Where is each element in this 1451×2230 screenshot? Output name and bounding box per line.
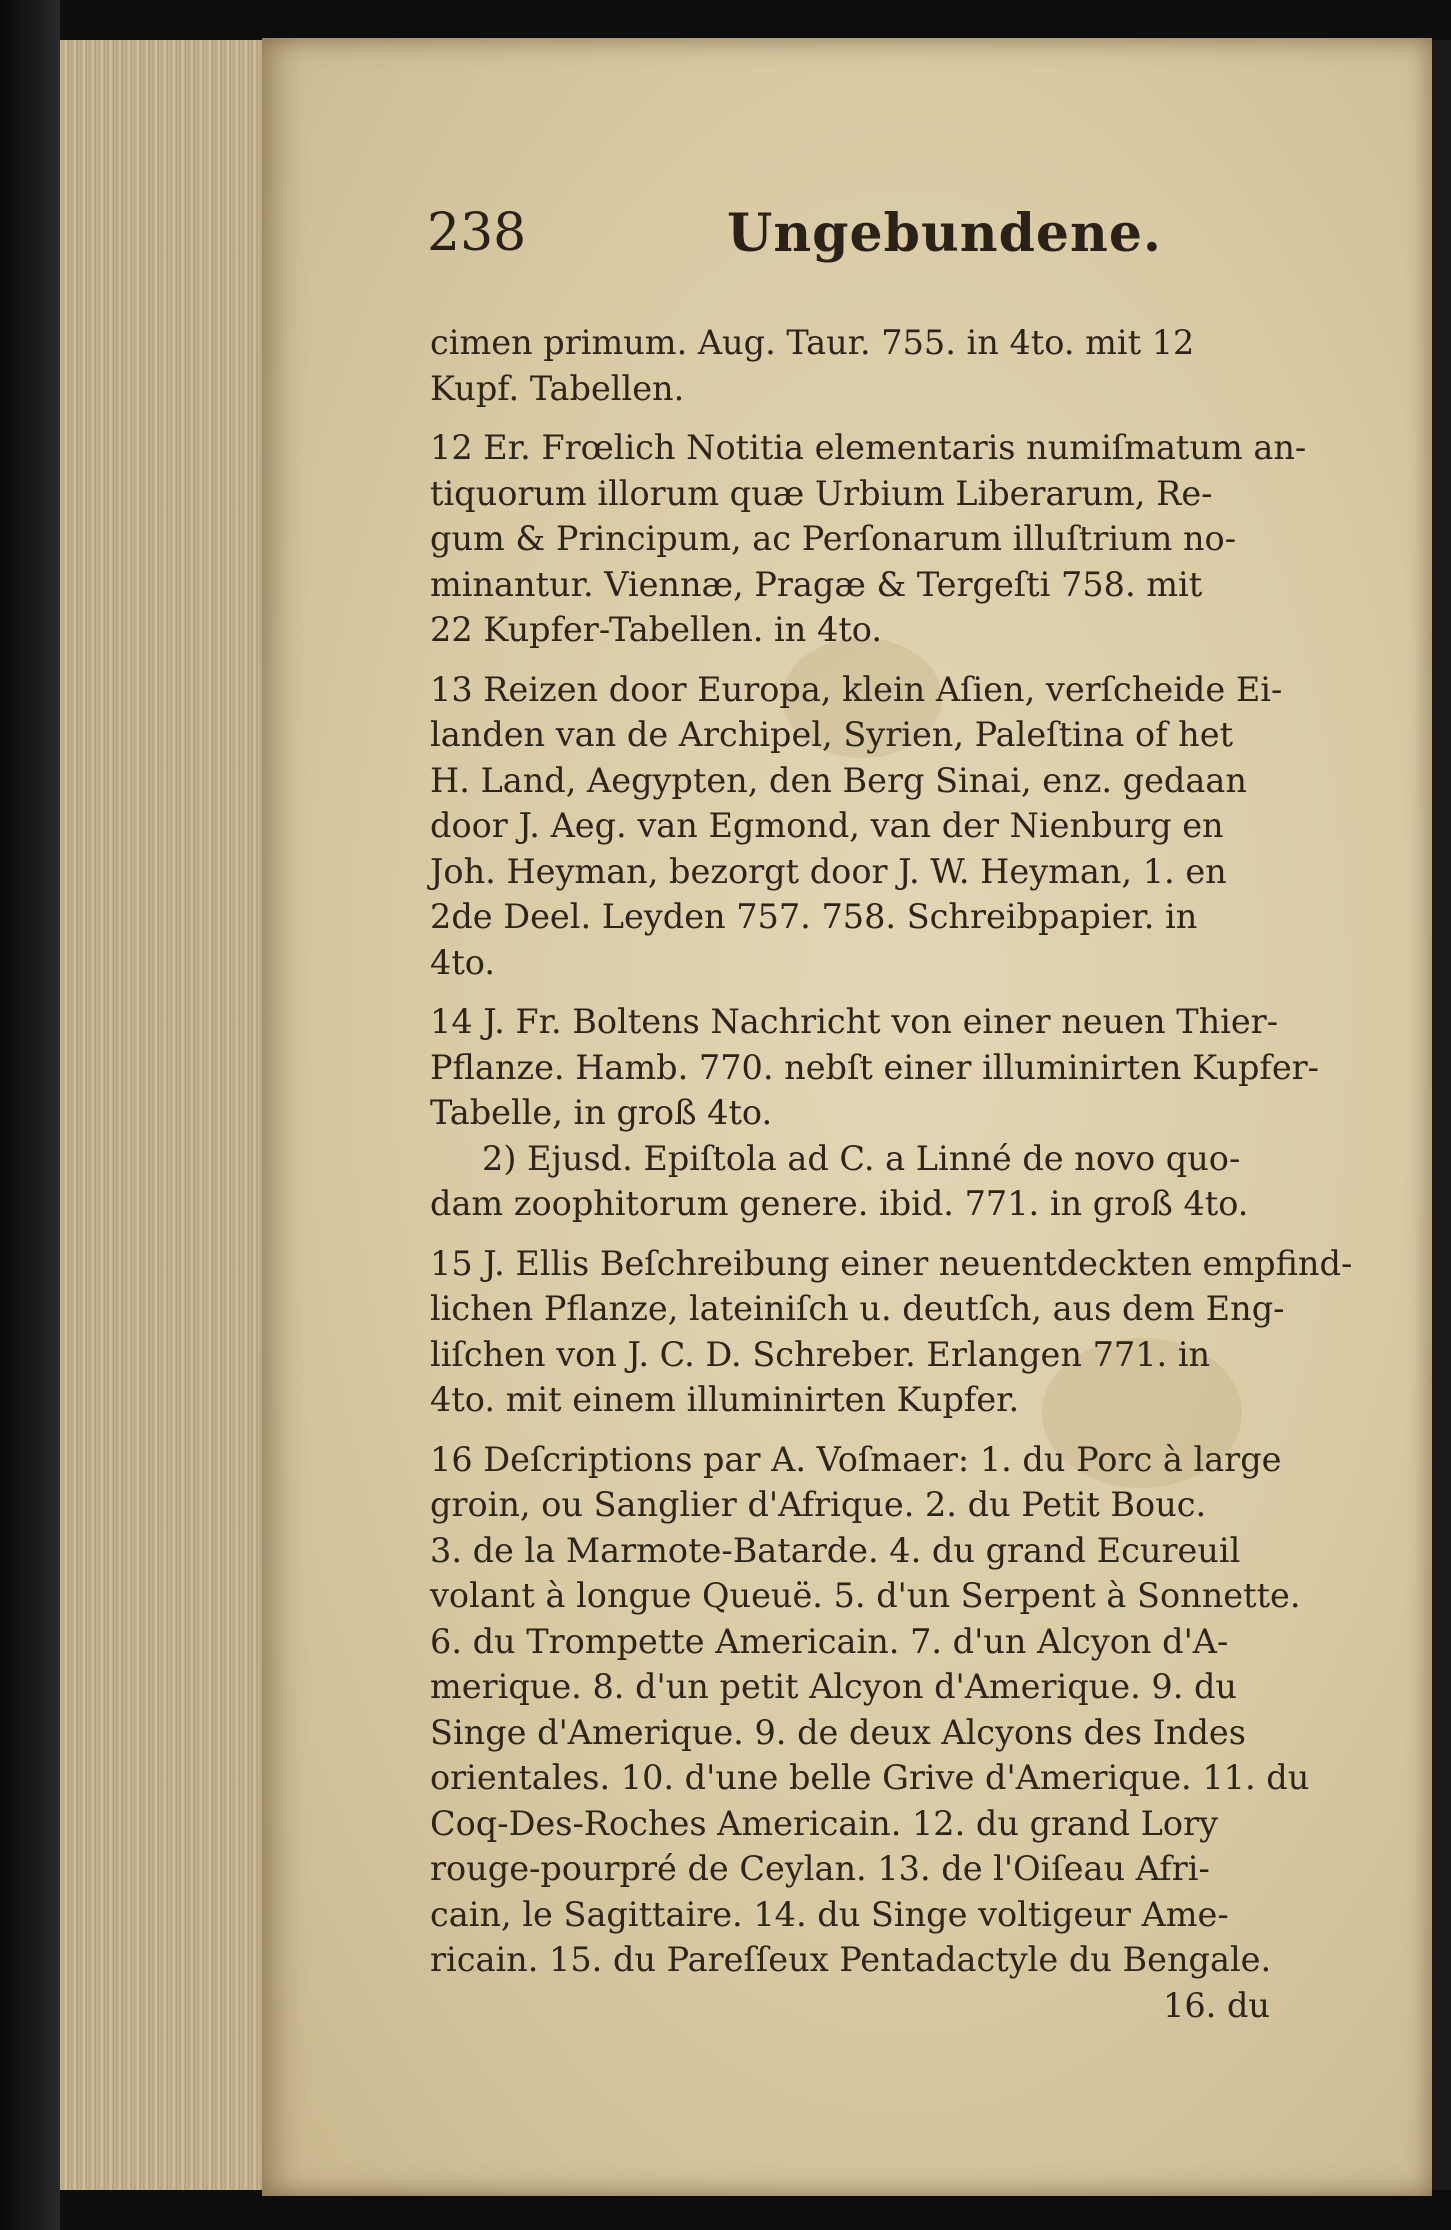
catchword: 16. du — [1163, 1985, 1270, 2025]
entry-14-line: 14 J. Fr. Boltens Nachricht von einer neuen Thier- — [430, 1002, 1279, 1041]
entry-13-line: 13 Reizen door Europa, klein Aſien, verſcheide Ei- — [430, 669, 1283, 709]
text-line: merique. 8. d'un petit Alcyon d'Amerique. 9. du — [430, 1667, 1238, 1706]
sub-entry-line: 2) Ejusd. Epiſtola ad C. a Linné de novo quo- — [482, 1138, 1241, 1178]
text-line: 22 Kupfer-Tabellen. in 4to. — [430, 610, 883, 649]
entry-12-line: 12 Er. Frœlich Notitia elementaris numiſmatum an- — [430, 428, 1307, 467]
book-binding-edge — [0, 0, 60, 2230]
entry-16-line: 16 Deſcriptions par A. Voſmaer: 1. du Porc à large — [430, 1439, 1282, 1479]
text-line: gum & Principum, ac Perſonarum illuſtrium no- — [430, 519, 1237, 558]
text-line: door J. Aeg. van Egmond, van der Nienburg en — [430, 806, 1224, 845]
text-line: orientales. 10. d'une belle Grive d'Amerique. 11. du — [430, 1758, 1310, 1797]
text-line: landen van de Archipel, Syrien, Paleſtina of het — [430, 715, 1234, 754]
text-line: dam zoophitorum genere. ibid. 771. in groß 4to. — [430, 1184, 1249, 1223]
text-line: 2de Deel. Leyden 757. 758. Schreibpapier. in — [430, 897, 1198, 936]
text-line: liſchen von J. C. D. Schreber. Erlangen 771. in — [430, 1334, 1211, 1374]
text-line: Singe d'Amerique. 9. de deux Alcyons des Indes — [430, 1712, 1246, 1752]
text-line: ricain. 15. du Pareſſeux Pentadactyle du Bengale. — [430, 1940, 1272, 1979]
running-head: Ungebundene. — [727, 203, 1163, 264]
text-line: Coq-Des-Roches Americain. 12. du grand Lory — [430, 1803, 1219, 1843]
page-header — [427, 203, 1287, 273]
page-body — [430, 320, 1353, 2028]
text-line: cain, le Sagittaire. 14. du Singe voltigeur Ame- — [430, 1894, 1229, 1934]
text-line: Joh. Heyman, bezorgt door J. W. Heyman, 1. en — [430, 851, 1227, 891]
text-line: groin, ou Sanglier d'Afrique. 2. du Petit Bouc. — [430, 1485, 1207, 1524]
text-line: rouge-pourpré de Ceylan. 13. de l'Oiſeau Afri- — [430, 1849, 1210, 1888]
text-line: Kupf. Tabellen. — [430, 368, 685, 408]
text-line: 6. du Trompette Americain. 7. d'un Alcyon d'A- — [430, 1621, 1229, 1661]
text-line: H. Land, Aegypten, den Berg Sinai, enz. gedaan — [430, 760, 1247, 800]
text-line: tiquorum illorum quæ Urbium Liberarum, Re- — [430, 473, 1213, 513]
page-edges — [60, 40, 270, 2190]
text-line: 3. de la Marmote-Batarde. 4. du grand Ecureuil — [430, 1530, 1241, 1570]
text-line: 4to. — [430, 942, 496, 982]
entry-15-line: 15 J. Ellis Beſchreibung einer neuentdeckten empfind- — [430, 1243, 1353, 1283]
text-line: minantur. Viennæ, Pragæ & Tergeſti 758. mit — [430, 564, 1203, 604]
text-line: volant à longue Queuë. 5. d'un Serpent à Sonnette. — [430, 1576, 1301, 1615]
text-line: Tabelle, in groß 4to. — [430, 1093, 773, 1132]
facing-page-edge — [1432, 40, 1451, 2190]
text-line: cimen primum. Aug. Taur. 755. in 4to. mit 12 — [430, 323, 1195, 362]
text-line: Pflanze. Hamb. 770. nebſt einer illuminirten Kupfer- — [430, 1047, 1319, 1087]
text-line: 4to. mit einem illuminirten Kupfer. — [430, 1380, 1020, 1419]
book-page — [262, 38, 1432, 2196]
page-number: 238 — [427, 203, 527, 263]
text-line: lichen Pflanze, lateiniſch u. deutſch, aus dem Eng- — [430, 1289, 1285, 1328]
